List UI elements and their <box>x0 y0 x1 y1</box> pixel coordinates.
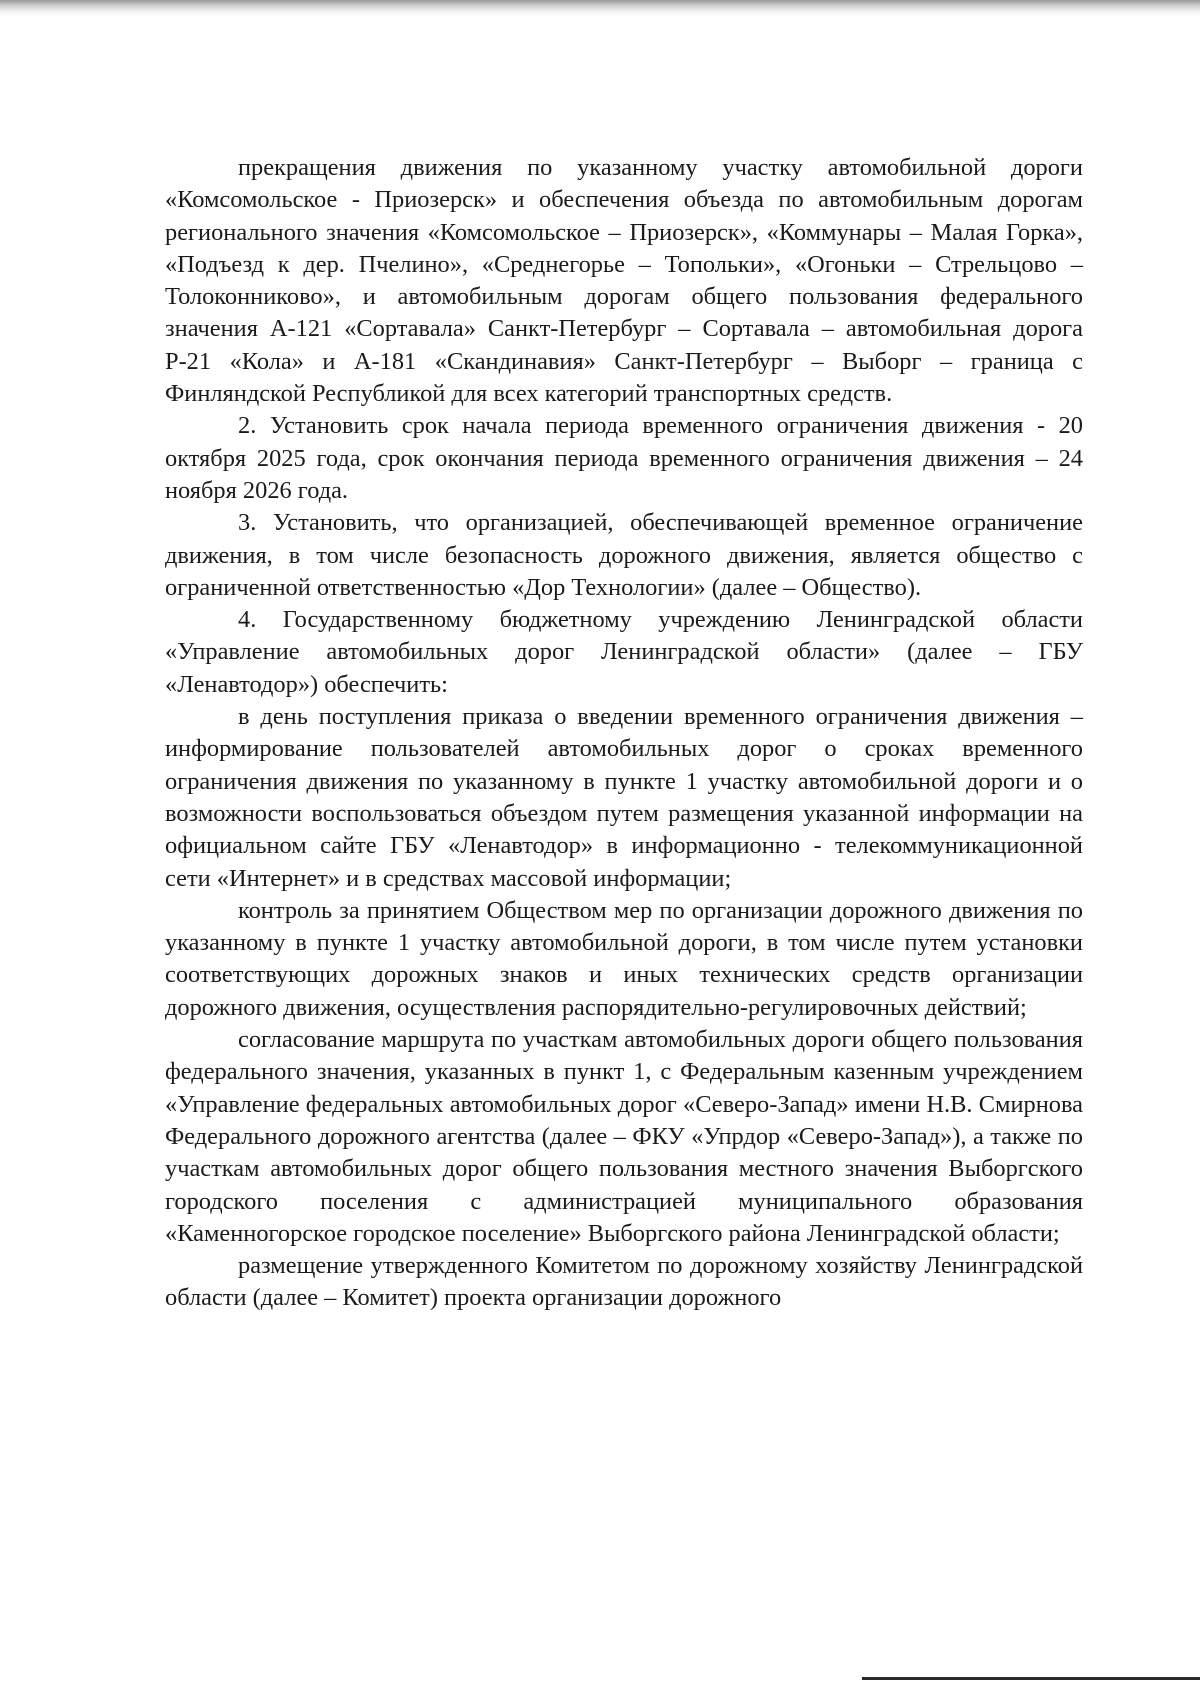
paragraph-control: контроль за принятием Обществом мер по организации дорожного движения по указанному в пункте 1 участку автомобильной дороги, в том числе путем установки соответствующих дорожных знаков и иных технических средств организации дорожного движения, осуществления распорядительно-регулировочных действий; <box>165 896 1083 1021</box>
paragraph-continuation: прекращения движения по указанному участку автомобильной дороги «Комсомольское - Приозерск» и обеспечения объезда по автомобильным дорогам регионального значения «Комсомольское – Приозерск», «Коммунары – Малая Горка», «Подъезд к дер. Пчелино», «Среднегорье – Топольки», «Огоньки – Стрельцово – Толоконниково», и автомобильным дорогам общего пользования федерального значения А-121 «Сортавала» Санкт-Петербург – Сортавала – автомобильная дорога Р-21 «Кола» и А-181 «Скандинавия» Санкт-Петербург – Выборг – граница с Финляндской Республикой для всех категорий транспортных средств. <box>165 154 1083 408</box>
paragraph-item-2: 2. Установить срок начала периода временного ограничения движения - 20 октября 2025 года, срок окончания периода временного ограничения движения – 24 ноября 2026 года. <box>165 412 1083 504</box>
paragraph-item-3: 3. Установить, что организацией, обеспечивающей временное ограничение движения, в том числе безопасность дорожного движения, является общество с ограниченной ответственностью «Дор Технологии» (далее – Общество). <box>165 509 1083 601</box>
paragraph-item-4: 4. Государственному бюджетному учреждению Ленинградской области «Управление автомобильных дорог Ленинградской области» (далее – ГБУ «Ленавтодор») обеспечить: <box>165 606 1083 698</box>
scan-bottom-line <box>862 1677 1200 1680</box>
paragraph-project-placement: размещение утвержденного Комитетом по дорожному хозяйству Ленинградской области (далее – Комитет) проекта организации дорожного <box>165 1252 1083 1312</box>
paragraph-informing: в день поступления приказа о введении временного ограничения движения – информирование пользователей автомобильных дорог о сроках временного ограничения движения по указанному в пункте 1 участку автомобильной дороги и о возможности воспользоваться объездом путем размещения указанной информации на официальном сайте ГБУ «Ленавтодор» в информационно - телекоммуникационной сети «Интернет» и в средствах массовой информации; <box>165 703 1083 892</box>
document-body <box>165 152 1083 1315</box>
scan-top-edge <box>0 0 1200 16</box>
paragraph-route-approval: согласование маршрута по участкам автомобильных дороги общего пользования федерального значения, указанных в пункт 1, с Федеральным казенным учреждением «Управление федеральных автомобильных дорог «Северо-Запад» имени Н.В. Смирнова Федерального дорожного агентства (далее – ФКУ «Упрдор «Северо-Запад»), а также по участкам автомобильных дорог общего пользования местного значения Выборгского городского поселения с администрацией муниципального образования «Каменногорское городское поселение» Выборгского района Ленинградской области; <box>165 1026 1083 1247</box>
